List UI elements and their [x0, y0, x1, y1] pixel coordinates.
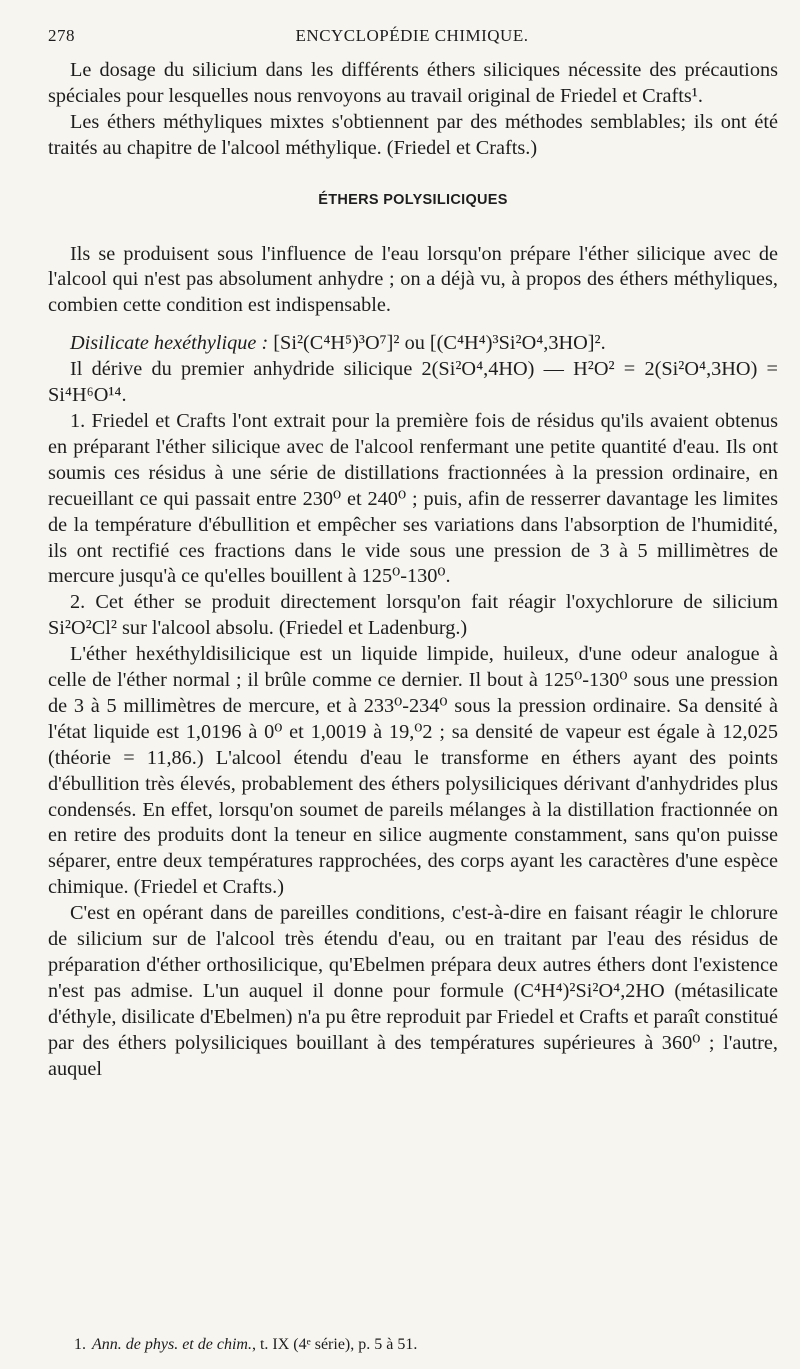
disilicate-derivation: Il dérive du premier anhydride silicique 2(Si²O⁴,4HO) — H²O² = 2(Si²O⁴,3HO) = Si⁴H⁶O¹⁴.	[48, 358, 778, 407]
page-number: 278	[48, 26, 75, 45]
paragraph-4: C'est en opérant dans de pareilles conditions, c'est-à-dire en faisant réagir le chlorure de silicium sur de l'alcool très étendu d'eau, ou en traitant par l'eau des résidus de préparation d'éther orthosilicique, qu'Ebelmen prépara deux autres éthers dont l'existence n'est pas admise. L'un auquel il donne pour formule (C⁴H⁴)²Si²O⁴,2HO (métasilicate d'éthyle, disilicate d'Ebelmen) n'a pu être reproduit par Friedel et Crafts et paraît constitué par des éthers polysiliciques bouillant à des températures supérieures à 360⁰ ; l'autre, auquel	[48, 902, 778, 1080]
paragraph-3: L'éther hexéthyldisilicique est un liquide limpide, huileux, d'une odeur analogue à celle de l'éther normal ; il brûle comme ce dernier. Il bout à 125⁰-130⁰ sous une pression de 3 à 5 millimètres de mercure, et à 233⁰-234⁰ sous la pression ordinaire. Sa densité à l'état liquide est 1,0196 à 0⁰ et 1,0019 à 19,⁰2 ; sa densité de vapeur est égale à 12,025 (théorie = 11,86.) L'alcool étendu d'eau le transforme en éthers ayant des points d'ébullition très élevés, probablement des éthers polysiliciques dérivant d'anhydrides plus condensés. En effet, lorsqu'on soumet de pareils mélanges à la distillation fractionnée on en retire des produits dont la teneur en silice augmente constamment, sans qu'on puisse séparer, entre deux températures rapprochées, des corps ayant les caractères d'une espèce chimique. (Friedel et Crafts.)	[48, 643, 778, 899]
footnote-source: Ann. de phys. et de chim.	[92, 1336, 252, 1353]
running-title: ENCYCLOPÉDIE CHIMIQUE.	[295, 26, 529, 45]
section-intro-paragraph: Ils se produisent sous l'influence de l'eau lorsqu'on prépare l'éther silicique avec de l'alcool qui n'est pas absolument anhydre ; on a déjà vu, à propos des éthers méthyliques, combien cette condition est indispensable.	[48, 242, 778, 317]
footnote-detail: , t. IX (4ᵉ série), p. 5 à 51.	[251, 1336, 418, 1353]
intro-paragraph-1: Le dosage du silicium dans les différents éthers siliciques nécessite des précautions spéciales pour lesquelles nous renvoyons au travail original de Friedel et Crafts¹.	[48, 59, 778, 107]
disilicate-name: Disilicate hexéthylique :	[70, 332, 269, 355]
intro-paragraph-2: Les éthers méthyliques mixtes s'obtiennent par des méthodes semblables; ils ont été traités au chapitre de l'alcool méthylique. (Friedel et Crafts.)	[48, 110, 778, 159]
page-header	[48, 20, 776, 50]
paragraph-2: 2. Cet éther se produit directement lorsqu'on fait réagir l'oxychlorure de silicium Si²O²Cl² sur l'alcool absolu. (Friedel et Ladenburg.)	[48, 591, 778, 640]
disilicate-formula: [Si²(C⁴H⁵)³O⁷]² ou [(C⁴H⁴)³Si²O⁴,3HO]².	[268, 332, 606, 355]
footnote	[74, 1336, 417, 1354]
section-title: ÉTHERS POLYSILICIQUES	[318, 191, 508, 208]
footnote-number: 1.	[74, 1336, 86, 1353]
page-body	[48, 58, 778, 1083]
disilicate-heading	[48, 331, 778, 357]
paragraph-1: 1. Friedel et Crafts l'ont extrait pour la première fois de résidus qu'ils avaient obtenus en préparant l'éther silicique avec de l'alcool renfermant une petite quantité d'eau. Ils ont soumis ces résidus à une série de distillations fractionnées à la pression ordinaire, en recueillant ce qui passait entre 230⁰ et 240⁰ ; puis, afin de resserrer davantage les limites de la température d'ébullition et empêcher ses variations dans l'absorption de l'humidité, ils ont rectifié ces fractions dans le vide sous une pression de 3 à 5 millimètres de mercure jusqu'à ce qu'elles bouillent à 125⁰-130⁰.	[48, 409, 778, 588]
